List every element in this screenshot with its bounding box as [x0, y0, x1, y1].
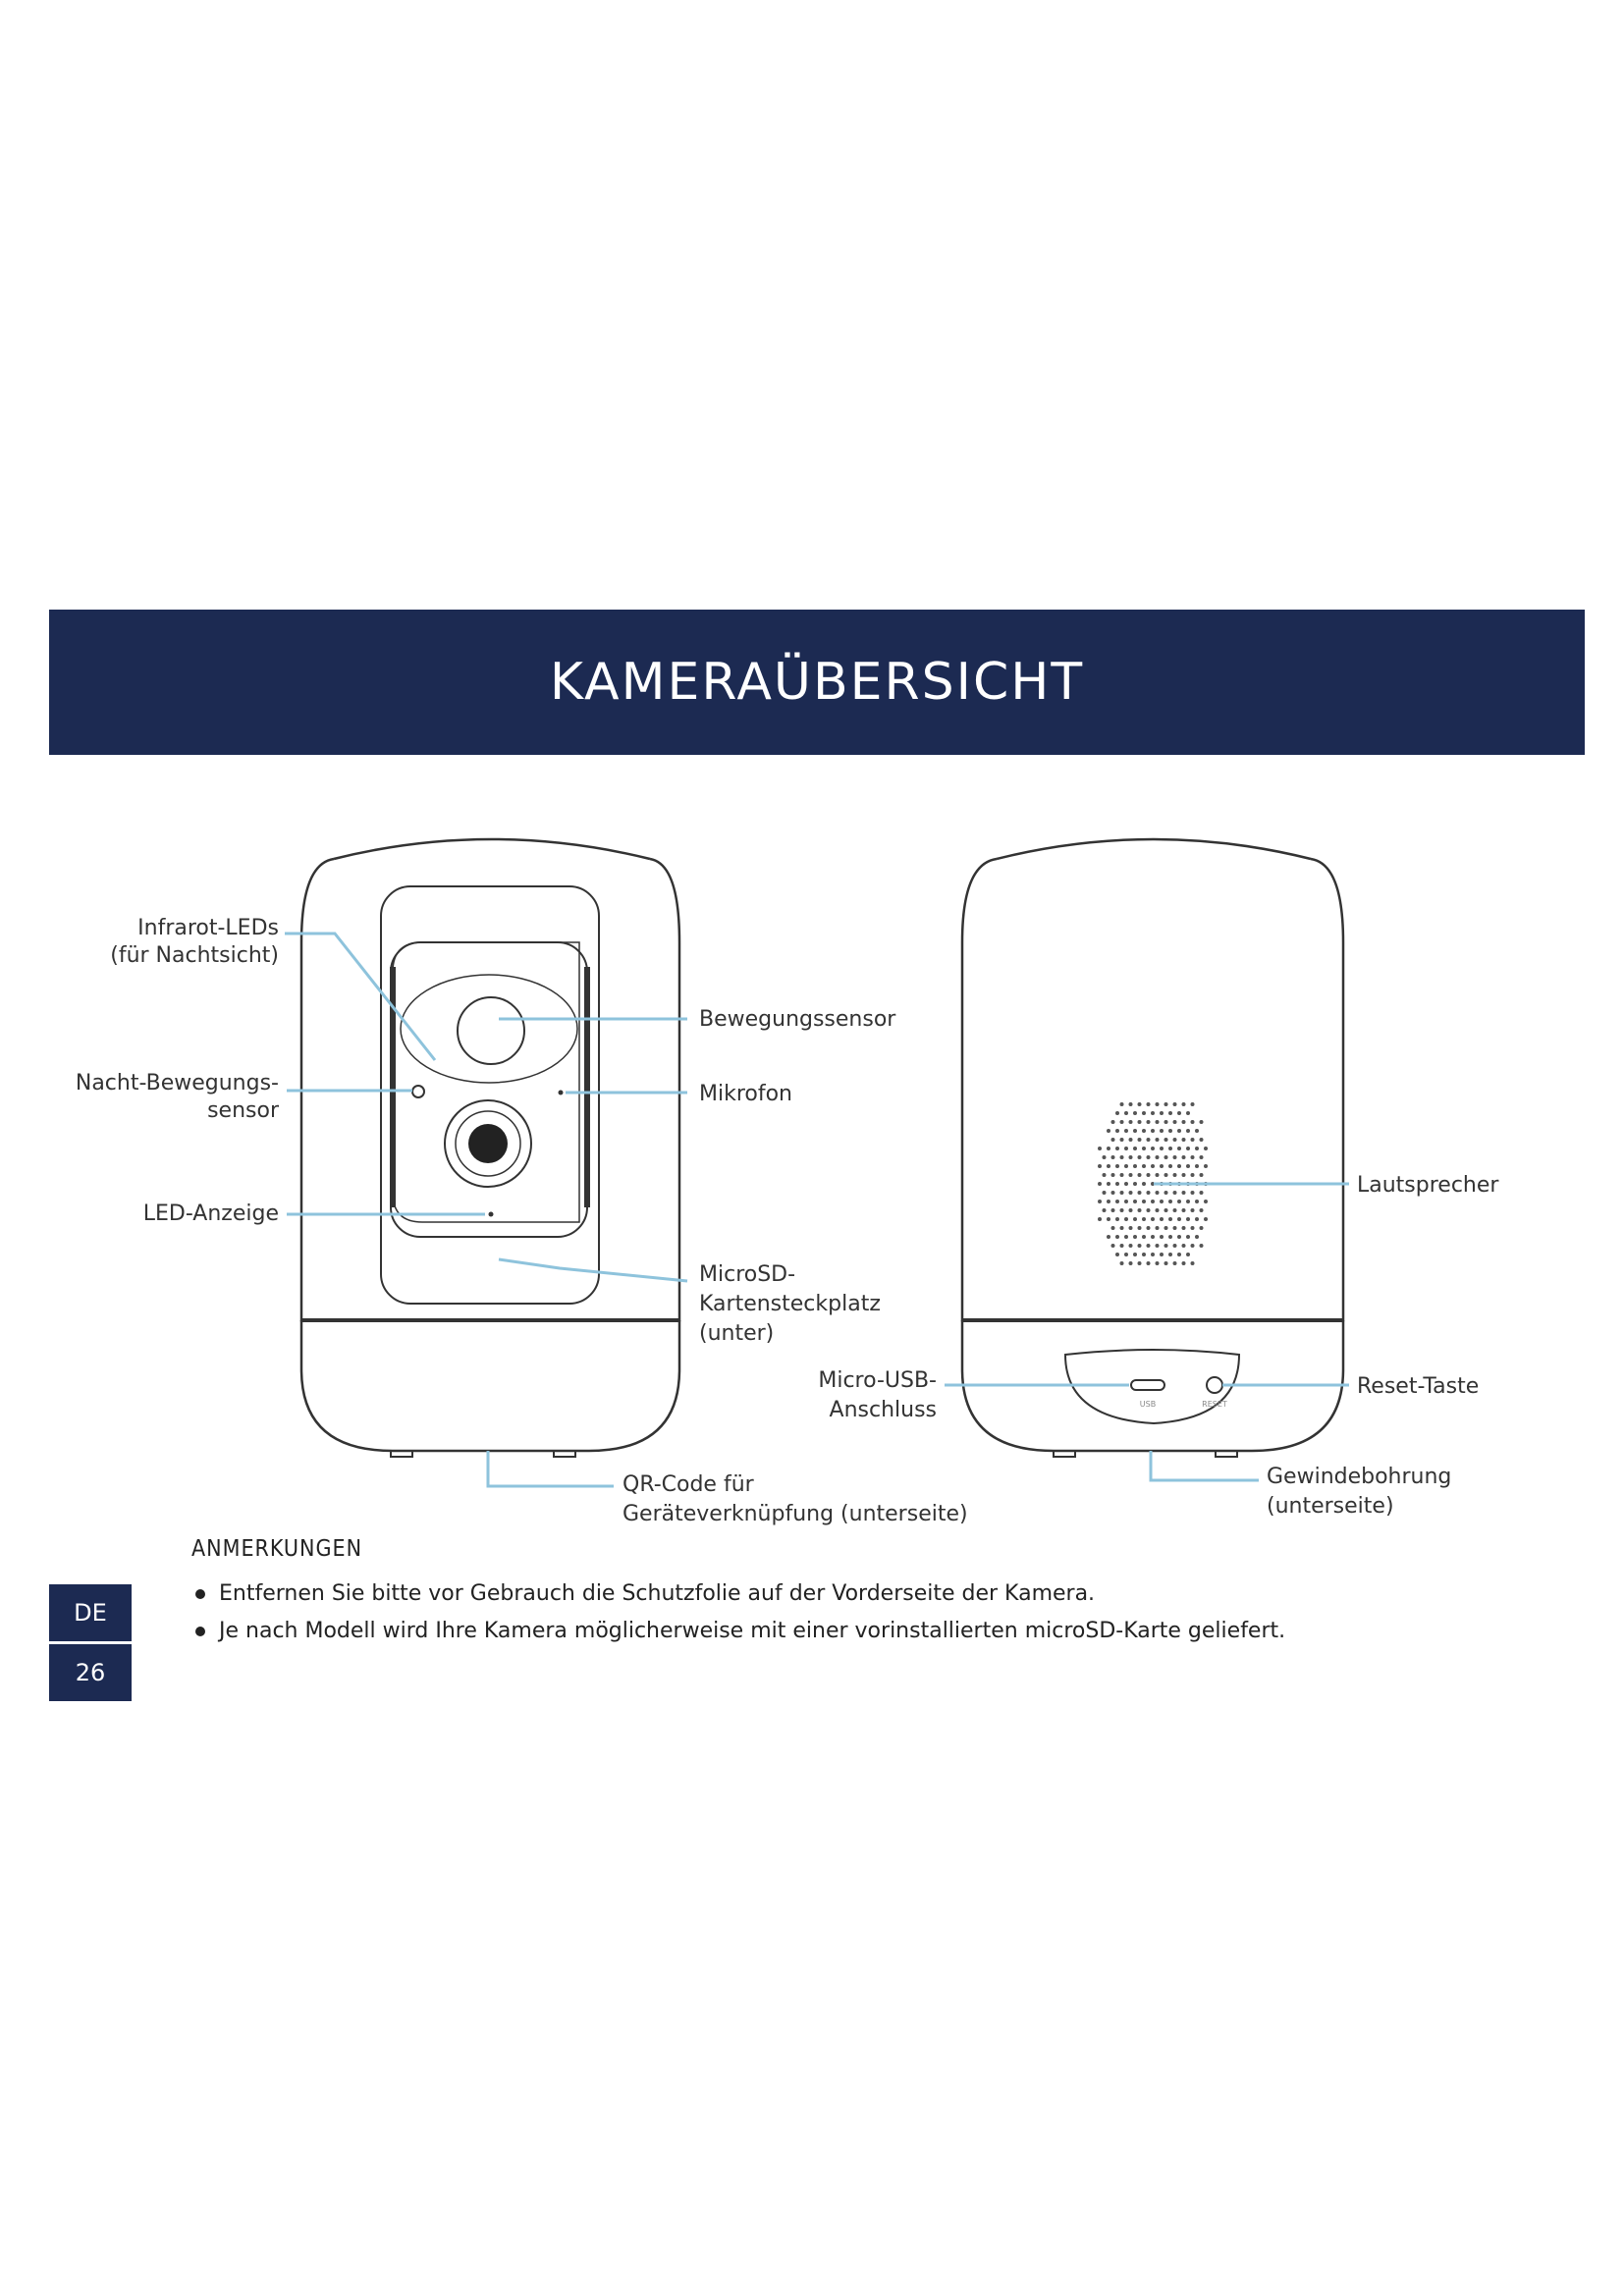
label-mikrofon: Mikrofon: [699, 1082, 793, 1106]
speaker-hole: [1133, 1253, 1137, 1256]
speaker-hole: [1182, 1226, 1186, 1230]
speaker-hole: [1200, 1138, 1204, 1142]
speaker-hole: [1173, 1261, 1177, 1265]
speaker-hole: [1147, 1261, 1151, 1265]
speaker-hole: [1164, 1208, 1168, 1212]
speaker-hole: [1115, 1147, 1119, 1150]
speaker-hole: [1147, 1120, 1151, 1124]
speaker-hole: [1182, 1261, 1186, 1265]
language-tab: DE: [49, 1584, 132, 1641]
speaker-hole: [1160, 1217, 1164, 1221]
speaker-hole: [1204, 1200, 1208, 1203]
speaker-hole: [1133, 1200, 1137, 1203]
speaker-hole: [1156, 1244, 1160, 1248]
speaker-hole: [1103, 1173, 1107, 1177]
speaker-hole: [1156, 1208, 1160, 1212]
notes-heading: ANMERKUNGEN: [191, 1536, 363, 1562]
speaker-hole: [1133, 1164, 1137, 1168]
speaker-hole: [1124, 1111, 1128, 1115]
speaker-hole: [1186, 1129, 1190, 1133]
label-qr-code-line2: Geräteverknüpfung (unterseite): [623, 1502, 968, 1526]
speaker-hole: [1186, 1217, 1190, 1221]
speaker-hole: [1156, 1138, 1160, 1142]
speaker-hole: [1147, 1155, 1151, 1159]
speaker-hole: [1200, 1226, 1204, 1230]
speaker-hole: [1129, 1102, 1133, 1106]
speaker-hole: [1164, 1173, 1168, 1177]
speaker-hole: [1107, 1182, 1110, 1186]
speaker-hole: [1138, 1261, 1142, 1265]
speaker-hole: [1151, 1164, 1155, 1168]
speaker-hole: [1191, 1138, 1195, 1142]
speaker-hole: [1142, 1200, 1146, 1203]
speaker-hole: [1147, 1102, 1151, 1106]
speaker-hole: [1129, 1155, 1133, 1159]
speaker-hole: [1142, 1164, 1146, 1168]
speaker-hole: [1164, 1120, 1168, 1124]
speaker-hole: [1138, 1244, 1142, 1248]
speaker-hole: [1191, 1208, 1195, 1212]
speaker-hole: [1138, 1120, 1142, 1124]
speaker-hole: [1195, 1147, 1199, 1150]
speaker-hole: [1204, 1217, 1208, 1221]
speaker-hole: [1124, 1217, 1128, 1221]
speaker-hole: [1115, 1164, 1119, 1168]
speaker-hole: [1182, 1244, 1186, 1248]
speaker-hole: [1168, 1164, 1172, 1168]
port-reset-text: RESET: [1202, 1400, 1227, 1409]
speaker-hole: [1142, 1147, 1146, 1150]
speaker-hole: [1115, 1200, 1119, 1203]
speaker-hole: [1200, 1208, 1204, 1212]
speaker-hole: [1120, 1102, 1124, 1106]
speaker-hole: [1115, 1235, 1119, 1239]
speaker-hole: [1182, 1138, 1186, 1142]
label-microsd-line3: (unter): [699, 1321, 775, 1346]
speaker-hole: [1191, 1261, 1195, 1265]
speaker-hole: [1103, 1155, 1107, 1159]
speaker-hole: [1156, 1261, 1160, 1265]
speaker-hole: [1191, 1191, 1195, 1195]
label-gewindebohrung-line1: Gewindebohrung: [1267, 1465, 1452, 1489]
page-number: 26: [49, 1644, 132, 1701]
speaker-hole: [1133, 1182, 1137, 1186]
speaker-hole: [1111, 1155, 1115, 1159]
speaker-hole: [1173, 1191, 1177, 1195]
speaker-hole: [1111, 1244, 1115, 1248]
speaker-hole: [1151, 1217, 1155, 1221]
speaker-hole: [1164, 1226, 1168, 1230]
speaker-hole: [1120, 1226, 1124, 1230]
speaker-hole: [1173, 1102, 1177, 1106]
front-leader-lines: [285, 934, 687, 1486]
speaker-hole: [1164, 1261, 1168, 1265]
speaker-hole: [1120, 1261, 1124, 1265]
speaker-hole: [1138, 1226, 1142, 1230]
speaker-hole: [1186, 1235, 1190, 1239]
speaker-hole: [1200, 1244, 1204, 1248]
speaker-hole: [1133, 1111, 1137, 1115]
speaker-hole: [1160, 1200, 1164, 1203]
speaker-hole: [1142, 1253, 1146, 1256]
speaker-hole: [1138, 1173, 1142, 1177]
speaker-hole: [1107, 1200, 1110, 1203]
speaker-hole: [1120, 1191, 1124, 1195]
speaker-hole: [1147, 1208, 1151, 1212]
speaker-hole: [1177, 1147, 1181, 1150]
speaker-hole: [1182, 1155, 1186, 1159]
speaker-hole: [1151, 1235, 1155, 1239]
speaker-hole: [1177, 1164, 1181, 1168]
speaker-hole: [1124, 1200, 1128, 1203]
front-camera-illustration: [301, 839, 679, 1457]
speaker-hole: [1204, 1164, 1208, 1168]
speaker-hole: [1164, 1138, 1168, 1142]
speaker-hole: [1186, 1111, 1190, 1115]
speaker-hole: [1124, 1182, 1128, 1186]
speaker-hole: [1115, 1129, 1119, 1133]
speaker-hole: [1177, 1235, 1181, 1239]
speaker-hole: [1156, 1120, 1160, 1124]
speaker-hole: [1195, 1235, 1199, 1239]
back-camera-illustration: [962, 839, 1343, 1457]
speaker-hole: [1129, 1191, 1133, 1195]
page-title: KAMERAÜBERSICHT: [549, 653, 1085, 712]
speaker-hole: [1164, 1155, 1168, 1159]
speaker-hole: [1160, 1164, 1164, 1168]
speaker-hole: [1156, 1155, 1160, 1159]
speaker-hole: [1156, 1226, 1160, 1230]
speaker-hole: [1138, 1102, 1142, 1106]
speaker-hole: [1111, 1226, 1115, 1230]
speaker-hole: [1160, 1253, 1164, 1256]
speaker-hole: [1111, 1208, 1115, 1212]
speaker-hole: [1186, 1147, 1190, 1150]
speaker-hole: [1129, 1138, 1133, 1142]
speaker-hole: [1177, 1217, 1181, 1221]
speaker-hole: [1191, 1244, 1195, 1248]
note-item-1: Entfernen Sie bitte vor Gebrauch die Schutzfolie auf der Vorderseite der Kamera.: [219, 1575, 1546, 1613]
speaker-hole: [1142, 1235, 1146, 1239]
speaker-hole: [1138, 1155, 1142, 1159]
speaker-hole: [1129, 1173, 1133, 1177]
speaker-hole: [1200, 1120, 1204, 1124]
label-infrarot-leds-line2: (für Nachtsicht): [110, 943, 279, 968]
label-led-anzeige: LED-Anzeige: [142, 1201, 279, 1226]
speaker-hole: [1107, 1217, 1110, 1221]
speaker-hole: [1147, 1226, 1151, 1230]
label-gewindebohrung-line2: (unterseite): [1267, 1494, 1394, 1519]
speaker-hole: [1111, 1173, 1115, 1177]
speaker-hole: [1098, 1182, 1102, 1186]
speaker-hole: [1138, 1138, 1142, 1142]
speaker-hole: [1164, 1191, 1168, 1195]
label-microsd-line2: Kartensteckplatz: [699, 1292, 881, 1316]
speaker-hole: [1160, 1147, 1164, 1150]
speaker-hole: [1098, 1217, 1102, 1221]
speaker-hole: [1186, 1164, 1190, 1168]
label-micro-usb-line2: Anschluss: [829, 1398, 937, 1422]
speaker-hole: [1168, 1235, 1172, 1239]
speaker-hole: [1151, 1253, 1155, 1256]
speaker-hole: [1191, 1173, 1195, 1177]
label-bewegungssensor: Bewegungssensor: [699, 1007, 896, 1032]
speaker-hole: [1120, 1173, 1124, 1177]
speaker-hole: [1133, 1217, 1137, 1221]
speaker-hole: [1124, 1129, 1128, 1133]
speaker-hole: [1098, 1147, 1102, 1150]
speaker-hole: [1111, 1138, 1115, 1142]
speaker-hole: [1129, 1208, 1133, 1212]
speaker-hole: [1160, 1129, 1164, 1133]
speaker-hole: [1168, 1147, 1172, 1150]
speaker-hole: [1124, 1253, 1128, 1256]
speaker-hole: [1156, 1102, 1160, 1106]
label-nacht-bewegungssensor-line2: sensor: [207, 1098, 279, 1123]
speaker-hole: [1191, 1102, 1195, 1106]
speaker-hole: [1142, 1129, 1146, 1133]
speaker-hole: [1120, 1138, 1124, 1142]
speaker-hole: [1173, 1155, 1177, 1159]
speaker-hole: [1173, 1173, 1177, 1177]
speaker-hole: [1138, 1208, 1142, 1212]
speaker-hole: [1177, 1111, 1181, 1115]
speaker-hole: [1168, 1253, 1172, 1256]
speaker-hole: [1195, 1164, 1199, 1168]
speaker-hole: [1200, 1173, 1204, 1177]
speaker-hole: [1124, 1164, 1128, 1168]
speaker-hole: [1173, 1244, 1177, 1248]
speaker-hole: [1151, 1147, 1155, 1150]
speaker-hole: [1200, 1191, 1204, 1195]
label-micro-usb-line1: Micro-USB-: [818, 1368, 937, 1393]
speaker-hole: [1115, 1217, 1119, 1221]
speaker-hole: [1103, 1191, 1107, 1195]
speaker-hole: [1120, 1120, 1124, 1124]
speaker-hole: [1151, 1111, 1155, 1115]
speaker-hole: [1156, 1173, 1160, 1177]
speaker-hole: [1142, 1217, 1146, 1221]
speaker-hole: [1124, 1235, 1128, 1239]
speaker-hole: [1142, 1111, 1146, 1115]
speaker-hole: [1120, 1208, 1124, 1212]
speaker-hole: [1186, 1253, 1190, 1256]
speaker-hole: [1160, 1111, 1164, 1115]
speaker-hole: [1133, 1147, 1137, 1150]
speaker-hole: [1173, 1120, 1177, 1124]
speaker-hole: [1124, 1147, 1128, 1150]
speaker-hole: [1129, 1120, 1133, 1124]
speaker-hole: [1168, 1217, 1172, 1221]
speaker-hole: [1173, 1226, 1177, 1230]
speaker-hole: [1186, 1200, 1190, 1203]
speaker-hole: [1191, 1226, 1195, 1230]
speaker-hole: [1147, 1173, 1151, 1177]
speaker-hole: [1098, 1200, 1102, 1203]
speaker-hole: [1156, 1191, 1160, 1195]
label-lautsprecher: Lautsprecher: [1357, 1173, 1499, 1198]
label-nacht-bewegungssensor-line1: Nacht-Bewegungs-: [75, 1071, 279, 1095]
speaker-hole: [1120, 1244, 1124, 1248]
speaker-hole: [1115, 1111, 1119, 1115]
speaker-hole: [1151, 1200, 1155, 1203]
speaker-hole: [1098, 1164, 1102, 1168]
speaker-hole: [1164, 1244, 1168, 1248]
speaker-hole: [1138, 1191, 1142, 1195]
speaker-hole: [1107, 1164, 1110, 1168]
speaker-hole: [1120, 1155, 1124, 1159]
speaker-hole: [1164, 1102, 1168, 1106]
speaker-hole: [1133, 1235, 1137, 1239]
speaker-hole: [1147, 1138, 1151, 1142]
speaker-hole: [1115, 1253, 1119, 1256]
label-qr-code-line1: QR-Code für: [623, 1472, 754, 1497]
speaker-hole: [1168, 1111, 1172, 1115]
speaker-hole: [1107, 1129, 1110, 1133]
label-microsd-line1: MicroSD-: [699, 1262, 796, 1287]
speaker-hole: [1168, 1129, 1172, 1133]
speaker-hole: [1129, 1226, 1133, 1230]
speaker-hole: [1191, 1120, 1195, 1124]
speaker-hole: [1200, 1155, 1204, 1159]
speaker-hole: [1173, 1138, 1177, 1142]
speaker-hole: [1204, 1147, 1208, 1150]
speaker-hole: [1103, 1208, 1107, 1212]
speaker-hole: [1182, 1208, 1186, 1212]
speaker-hole: [1133, 1129, 1137, 1133]
speaker-hole: [1142, 1182, 1146, 1186]
speaker-hole: [1195, 1129, 1199, 1133]
speaker-hole: [1191, 1155, 1195, 1159]
speaker-hole: [1195, 1200, 1199, 1203]
speaker-hole: [1177, 1129, 1181, 1133]
speaker-hole: [1107, 1235, 1110, 1239]
speaker-hole: [1182, 1191, 1186, 1195]
speaker-hole: [1129, 1244, 1133, 1248]
speaker-hole: [1111, 1120, 1115, 1124]
speaker-hole: [1182, 1173, 1186, 1177]
speaker-hole: [1111, 1191, 1115, 1195]
speaker-hole: [1115, 1182, 1119, 1186]
label-infrarot-leds-line1: Infrarot-LEDs: [137, 916, 279, 940]
speaker-hole: [1177, 1253, 1181, 1256]
notes-list: [191, 1575, 1546, 1650]
speaker-hole: [1129, 1261, 1133, 1265]
speaker-hole: [1182, 1120, 1186, 1124]
speaker-hole: [1168, 1200, 1172, 1203]
speaker-hole: [1177, 1200, 1181, 1203]
port-usb-text: USB: [1139, 1400, 1157, 1409]
speaker-hole: [1151, 1129, 1155, 1133]
notes-section: [191, 1536, 1546, 1650]
speaker-hole: [1173, 1208, 1177, 1212]
speaker-hole: [1107, 1147, 1110, 1150]
speaker-hole: [1160, 1235, 1164, 1239]
label-reset-taste: Reset-Taste: [1357, 1374, 1480, 1399]
speaker-hole: [1147, 1191, 1151, 1195]
speaker-hole: [1147, 1244, 1151, 1248]
note-item-2: Je nach Modell wird Ihre Kamera möglicherweise mit einer vorinstallierten microSD-Karte geliefert.: [219, 1613, 1546, 1650]
speaker-hole: [1182, 1102, 1186, 1106]
speaker-hole: [1195, 1217, 1199, 1221]
